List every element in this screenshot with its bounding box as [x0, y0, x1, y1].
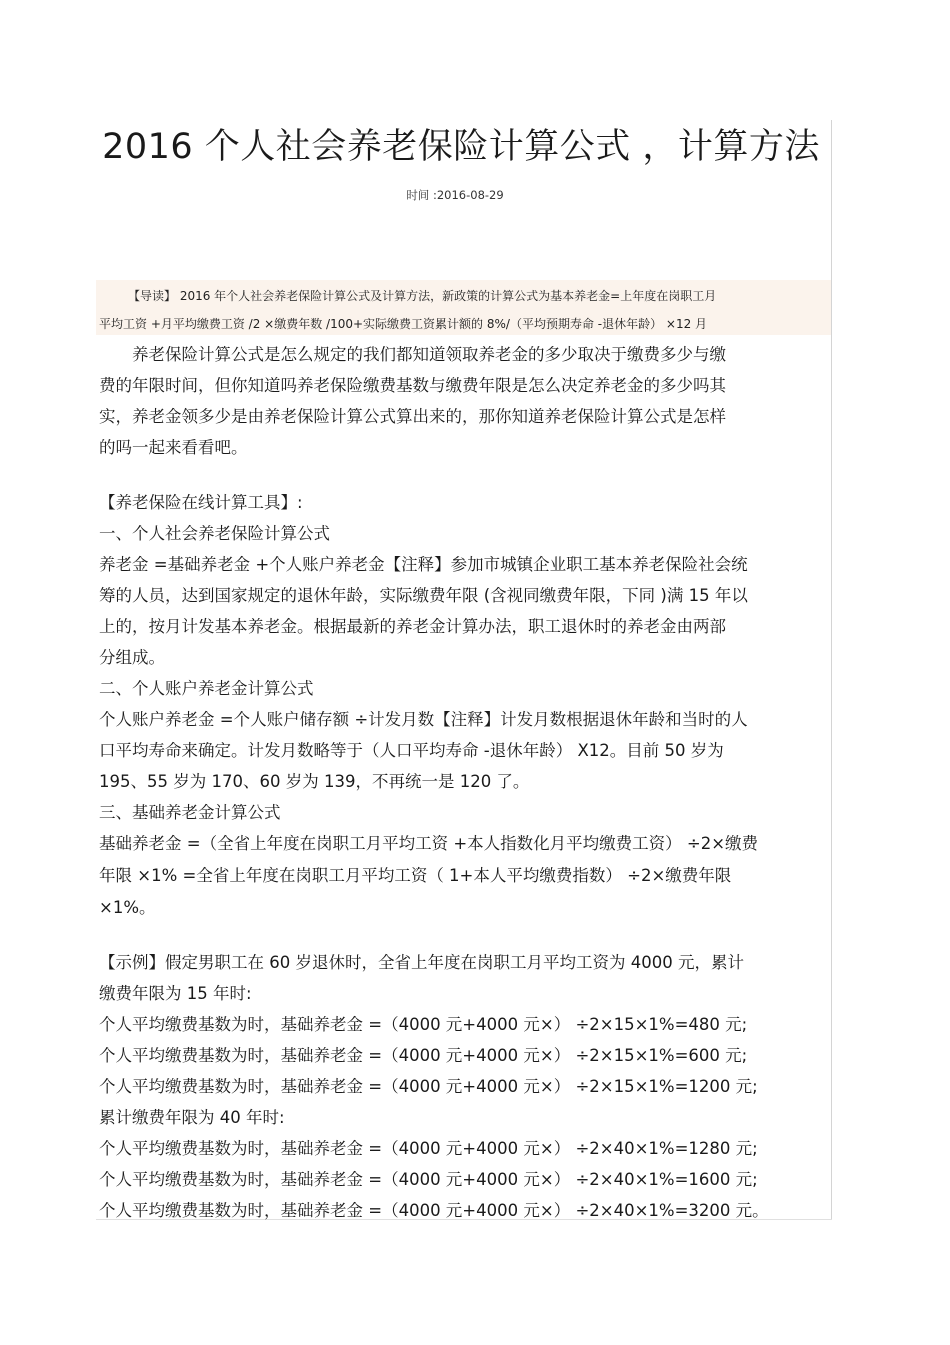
body-line: 费的年限时间，但你知道吗养老保险缴费基数与缴费年限是怎么决定养老金的多少吗其: [99, 376, 726, 395]
example-line: 个人平均缴费基数为时，基础养老金 =（4000 元+4000 元×） ÷2×40×1%=1600 元;: [99, 1170, 758, 1189]
body-line: 口平均寿命来确定。计发月数略等于（人口平均寿命 -退休年龄） X12。目前 50 岁为: [99, 741, 724, 760]
body-line: 养老金 =基础养老金 +个人账户养老金【注释】参加市城镇企业职工基本养老保险社会统: [99, 555, 748, 574]
publish-date: 时间 :2016-08-29: [406, 188, 504, 202]
lead-summary-line: 平均工资 +月平均缴费工资 /2 ×缴费年数 /100+实际缴费工资累计额的 8%/（平均预期寿命 -退休年龄） ×12 月: [99, 317, 708, 331]
calculator-tool-link[interactable]: 【养老保险在线计算工具】:: [99, 493, 303, 512]
example-line: 个人平均缴费基数为时，基础养老金 =（4000 元+4000 元×） ÷2×15×1%=1200 元;: [99, 1077, 758, 1096]
example-line: 缴费年限为 15 年时:: [99, 984, 252, 1003]
section-heading: 二、个人账户养老金计算公式: [99, 679, 314, 698]
body-line: 实，养老金领多少是由养老保险计算公式算出来的，那你知道养老保险计算公式是怎样: [99, 407, 726, 426]
body-line: 上的，按月计发基本养老金。根据最新的养老金计算办法，职工退休时的养老金由两部: [99, 617, 726, 636]
body-line: 个人账户养老金 =个人账户储存额 ÷计发月数【注释】计发月数根据退休年龄和当时的人: [99, 710, 748, 729]
section-heading: 一、个人社会养老保险计算公式: [99, 524, 330, 543]
section-heading: 三、基础养老金计算公式: [99, 803, 281, 822]
body-line: 的吗一起来看看吧。: [99, 438, 248, 457]
body-line: 195、55 岁为 170、60 岁为 139，不再统一是 120 了。: [99, 772, 530, 791]
lead-summary-line: 【导读】 2016 年个人社会养老保险计算公式及计算方法，新政策的计算公式为基本养老金=上年度在岗职工月: [128, 289, 717, 303]
page-right-border: [831, 120, 832, 1220]
body-line: 年限 ×1% =全省上年度在岗职工月平均工资（ 1+本人平均缴费指数） ÷2×缴费年限: [99, 866, 732, 885]
example-line: 个人平均缴费基数为时，基础养老金 =（4000 元+4000 元×） ÷2×15×1%=480 元;: [99, 1015, 748, 1034]
example-line: 个人平均缴费基数为时，基础养老金 =（4000 元+4000 元×） ÷2×15×1%=600 元;: [99, 1046, 748, 1065]
example-line: 个人平均缴费基数为时，基础养老金 =（4000 元+4000 元×） ÷2×40×1%=3200 元。: [99, 1201, 769, 1220]
body-line: 分组成。: [99, 648, 165, 667]
page-title: 2016 个人社会养老保险计算公式 ，计算方法: [102, 127, 820, 167]
body-line: 筹的人员，达到国家规定的退休年龄，实际缴费年限 (含视同缴费年限，下同 )满 15 年以: [99, 586, 748, 605]
example-line: 【示例】假定男职工在 60 岁退休时，全省上年度在岗职工月平均工资为 4000 元，累计: [99, 953, 744, 972]
example-line: 累计缴费年限为 40 年时:: [99, 1108, 285, 1127]
example-line: 个人平均缴费基数为时，基础养老金 =（4000 元+4000 元×） ÷2×40×1%=1280 元;: [99, 1139, 758, 1158]
body-line: 基础养老金 =（全省上年度在岗职工月平均工资 +本人指数化月平均缴费工资） ÷2×缴费: [99, 834, 759, 853]
body-line: 养老保险计算公式是怎么规定的我们都知道领取养老金的多少取决于缴费多少与缴: [99, 345, 726, 364]
body-line: ×1%。: [99, 898, 156, 917]
